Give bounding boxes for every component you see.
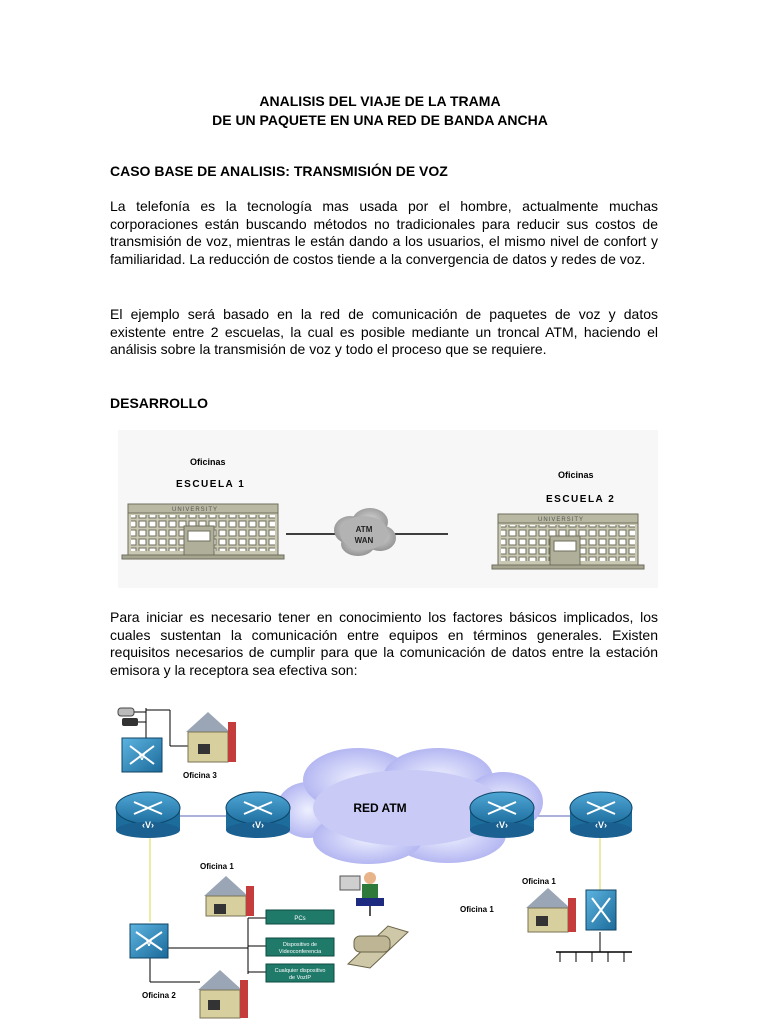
device-box-video-line2: Videoconferencia <box>278 949 322 955</box>
house-icon-oficina-1-right <box>526 888 576 932</box>
svg-text:V: V <box>138 752 146 763</box>
router-icon-2 <box>226 792 290 838</box>
left-office-label: Oficinas <box>190 457 226 467</box>
device-box-video-line1: Dispositivo de <box>282 942 318 948</box>
schools-atm-diagram <box>118 430 658 588</box>
router-icon-3 <box>470 792 534 838</box>
school-2-building <box>492 514 644 569</box>
oficina-1-left-label: Oficina 1 <box>200 862 234 871</box>
school-1-building <box>122 504 284 559</box>
cloud-label-atm: ATM <box>355 525 373 534</box>
voice-switch-icon-right <box>586 890 616 930</box>
svg-text:‹V›: ‹V› <box>142 820 154 830</box>
oficina-1-right-side-label: Oficina 1 <box>460 905 494 914</box>
device-box-voip-line2: de VozIP <box>288 975 312 981</box>
svg-text:‹V›: ‹V› <box>595 820 607 830</box>
house-icon-oficina-1-left <box>204 876 254 916</box>
house-icon-oficina-2 <box>198 970 248 1018</box>
red-atm-label: RED ATM <box>353 801 407 815</box>
oficina-3-label: Oficina 3 <box>183 771 217 780</box>
paragraph-requisitos: Para iniciar es necesario tener en conocimiento los factores básicos implicados, los cuales sustentan la comunicación entre equipos en términos generales. Existen requisitos necesarios de cumplir para que la comunicación de datos entre la estación emisora y la receptora sea efectiva son: <box>110 609 658 678</box>
right-office-label: Oficinas <box>558 470 594 480</box>
oficina-2-label: Oficina 2 <box>142 991 176 1000</box>
router-icon-4 <box>570 792 632 838</box>
document-title <box>110 92 650 130</box>
oficina-1-right-top-label: Oficina 1 <box>522 877 556 886</box>
device-box-pcs: PCs <box>294 916 306 922</box>
device-box-voip-line1: Cualquier dispositivo <box>274 968 326 974</box>
building-sign-2: UNIVERSITY <box>538 517 585 523</box>
voice-switch-icon-bottom <box>130 924 168 958</box>
title-line-1: ANALISIS DEL VIAJE DE LA TRAMA <box>259 93 501 109</box>
cloud-label-wan: WAN <box>354 536 374 545</box>
svg-text:‹V›: ‹V› <box>252 820 264 830</box>
svg-text:‹V›: ‹V› <box>496 820 508 830</box>
phone-icon <box>118 708 138 726</box>
building-sign-1: UNIVERSITY <box>172 507 219 513</box>
section-heading-caso-base: CASO BASE DE ANALISIS: TRANSMISIÓN DE VOZ <box>110 163 448 179</box>
section-heading-desarrollo: DESARROLLO <box>110 395 208 411</box>
svg-text:V: V <box>145 938 153 949</box>
right-school-label: ESCUELA 2 <box>546 494 616 505</box>
router-icon-1 <box>116 792 180 838</box>
paragraph-ejemplo: El ejemplo será basado en la red de comunicación de paquetes de voz y datos existente entre 2 escuelas, la cual es posible mediante un troncal ATM, haciendo el análisis sobre la transmisión de voz y todo el proceso que se requiere. <box>110 306 658 357</box>
telephone-icon <box>348 926 408 968</box>
house-icon-oficina-3 <box>186 712 236 762</box>
title-line-2: DE UN PAQUETE EN UNA RED DE BANDA ANCHA <box>212 112 548 128</box>
left-school-label: ESCUELA 1 <box>176 479 246 490</box>
user-at-computer-icon <box>340 872 384 916</box>
voice-switch-icon-top <box>122 738 162 772</box>
paragraph-telefonia: La telefonía es la tecnología mas usada por el hombre, actualmente muchas corporaciones están buscando métodos no tradicionales para reducir sus costos de transmisión de voz, mientras le están dando a los usuarios, el mismo nivel de confort y familiaridad. La reducción de costos tiende a la convergencia de datos y redes de voz. <box>110 198 658 267</box>
atm-network-diagram <box>108 700 638 1022</box>
